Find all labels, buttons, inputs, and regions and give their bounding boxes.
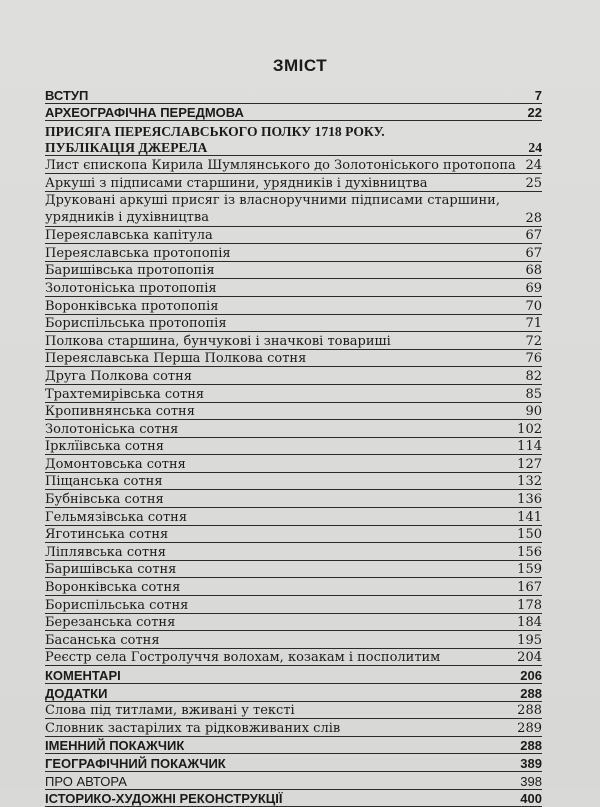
toc-entry (45, 192, 542, 227)
toc-entry (45, 684, 542, 702)
toc-entry-label: Золотоніська протопопія (45, 280, 217, 296)
toc-entry-page-number: 68 (525, 263, 542, 279)
toc-entry-page-number: 67 (525, 245, 542, 261)
toc-entry-page-number: 167 (517, 580, 542, 596)
toc-entry-page-number: 150 (517, 527, 542, 543)
toc-entry (45, 737, 542, 755)
toc-entry (45, 86, 542, 104)
toc-entry-label: ІМЕННИЙ ПОКАЖЧИК (45, 738, 185, 754)
toc-entry-page-number: 178 (517, 597, 542, 613)
toc-entry-label: Домонтовська сотня (45, 456, 186, 472)
toc-entry (45, 156, 542, 174)
toc-entry-page-number: 195 (517, 632, 542, 648)
toc-entry (45, 174, 542, 192)
toc-entry-label: Ліплявська сотня (45, 544, 166, 560)
toc-entry (45, 543, 542, 561)
toc-entry (45, 315, 542, 333)
toc-entry-label: Воронківська протопопія (45, 298, 219, 314)
toc-entry-page-number: 71 (525, 316, 542, 332)
toc-entry-page-number: 102 (517, 421, 542, 437)
toc-entry-label: Бубнівська сотня (45, 492, 164, 508)
toc-entry-page-number: 85 (525, 386, 542, 402)
toc-entry-label: Кропивнянська сотня (45, 404, 195, 420)
toc-entry-page-number: 204 (517, 650, 542, 666)
toc-entry-label: Баришівська протопопія (45, 263, 215, 279)
toc-entry (45, 649, 542, 667)
toc-entry-label: Березанська сотня (45, 615, 176, 631)
toc-entry-page-number: 159 (517, 562, 542, 578)
toc-entry (45, 719, 542, 737)
toc-entry-label: Словник застарілих та рідковживаних слів (45, 720, 341, 736)
toc-entry (45, 297, 542, 315)
toc-entry (45, 666, 542, 684)
toc-entry (45, 139, 542, 157)
toc-entry-page-number: 206 (520, 668, 542, 683)
toc-entry-label: Ірклїівська сотня (45, 439, 165, 455)
toc-entry-page-number: 289 (517, 720, 542, 736)
toc-entry (45, 244, 542, 262)
toc-entry (45, 490, 542, 508)
toc-entry-page-number: 389 (520, 755, 542, 771)
toc-entry-label: Друга Полкова сотня (45, 368, 192, 384)
toc-entry-page-number: 398 (520, 773, 542, 789)
toc-entry (45, 279, 542, 297)
toc-entry (45, 508, 542, 526)
toc-entry-label: Воронківська сотня (45, 580, 181, 596)
table-of-contents (45, 86, 542, 807)
toc-entry-label: Переяславська Перша Полкова сотня (45, 351, 307, 367)
toc-entry-page-number: 24 (528, 140, 542, 156)
toc-entry (45, 614, 542, 632)
toc-entry-label: Переяславська протопопія (45, 245, 231, 261)
toc-entry-page-number: 72 (525, 333, 542, 349)
toc-entry-page-number: 67 (525, 228, 542, 244)
toc-entry-page-number: 141 (517, 509, 542, 525)
toc-entry (45, 526, 542, 544)
toc-entry-page-number: 288 (520, 738, 542, 754)
toc-entry-page-number: 7 (534, 87, 542, 103)
toc-entry (45, 578, 542, 596)
toc-entry (45, 385, 542, 403)
toc-entry-label: Слова під титлами, вживані у тексті (45, 703, 295, 719)
toc-entry-label: Трахтемирівська сотня (45, 386, 205, 402)
toc-entry-label: Бориспільська сотня (45, 597, 189, 613)
toc-entry-page-number: 136 (517, 492, 542, 508)
toc-entry (45, 631, 542, 649)
toc-entry-label: Друковані аркуші присяг із власноручними підписами старшини, урядників і духівництва (45, 192, 500, 225)
toc-entry (45, 702, 542, 720)
toc-entry-label: Полкова старшина, бунчукові і значкові товариші (45, 333, 391, 349)
toc-entry-label: Реєстр села Гостролуччя волохам, козакам і посполитим (45, 650, 441, 666)
toc-entry-page-number: 114 (517, 439, 542, 455)
toc-entry-label: ІСТОРИКО-ХУДОЖНІ РЕКОНСТРУКЦІЇ (45, 791, 283, 807)
toc-entry-label: Бориспільська протопопія (45, 316, 227, 332)
toc-entry (45, 438, 542, 456)
toc-entry-label: Переяславська капітула (45, 228, 213, 244)
toc-entry-page-number: 76 (525, 351, 542, 367)
toc-entry-page-number: 82 (525, 368, 542, 384)
toc-entry-label: Лист єпископа Кирила Шумлянського до Золотоніського протопопа (45, 157, 516, 173)
toc-entry-page-number: 400 (520, 791, 542, 807)
toc-entry-label: ГЕОГРАФІЧНИЙ ПОКАЖЧИК (45, 755, 226, 771)
toc-entry (45, 596, 542, 614)
toc-entry (45, 455, 542, 473)
toc-entry-label: ПУБЛІКАЦІЯ ДЖЕРЕЛА (45, 140, 208, 156)
toc-entry-page-number: 25 (525, 175, 542, 191)
toc-entry-label: Басанська сотня (45, 632, 160, 648)
toc-entry-page-number: 24 (525, 157, 542, 173)
page-title: ЗМІСТ (272, 56, 328, 75)
toc-entry-page-number: 288 (520, 685, 542, 701)
toc-entry-page-number: 184 (517, 615, 542, 631)
toc-entry (45, 754, 542, 772)
toc-entry-label: КОМЕНТАРІ (45, 668, 121, 683)
toc-entry (45, 561, 542, 579)
toc-entry-label: Піщанська сотня (45, 474, 163, 490)
toc-entry (45, 403, 542, 421)
toc-entry-page-number: 156 (517, 544, 542, 560)
toc-entry-label: ПРО АВТОРА (45, 773, 127, 789)
toc-entry (45, 367, 542, 385)
toc-entry-page-number: 70 (525, 298, 542, 314)
toc-entry-page-number: 90 (525, 404, 542, 420)
toc-entry-label: Баришівська сотня (45, 562, 177, 578)
toc-entry (45, 790, 542, 807)
toc-entry-page-number: 288 (517, 703, 542, 719)
toc-entry-label: ДОДАТКИ (45, 685, 108, 701)
toc-entry (45, 350, 542, 368)
toc-entry-label: Золотоніська сотня (45, 421, 179, 437)
toc-entry (45, 227, 542, 245)
toc-entry (45, 473, 542, 491)
toc-entry (45, 332, 542, 350)
toc-entry-label: АРХЕОГРАФІЧНА ПЕРЕДМОВА (45, 105, 244, 121)
toc-entry-label: ВСТУП (45, 87, 89, 103)
toc-entry-page-number: 28 (525, 210, 542, 226)
toc-entry-label: Яготинська сотня (45, 527, 169, 543)
toc-entry-page-number: 127 (517, 456, 542, 472)
toc-entry-page-number: 22 (527, 105, 542, 121)
toc-entry-page-number: 69 (525, 280, 542, 296)
toc-entry-page-number: 132 (517, 474, 542, 490)
toc-entry (45, 104, 542, 122)
toc-entry-label: Аркуші з підписами старшини, урядників і духівництва (45, 175, 428, 191)
toc-entry-label: Гельмязівська сотня (45, 509, 188, 525)
toc-entry (45, 420, 542, 438)
toc-entry (45, 262, 542, 280)
toc-entry-label: ПРИСЯГА ПЕРЕЯСЛАВСЬКОГО ПОЛКУ 1718 РОКУ. (45, 123, 385, 139)
toc-entry (45, 121, 542, 139)
